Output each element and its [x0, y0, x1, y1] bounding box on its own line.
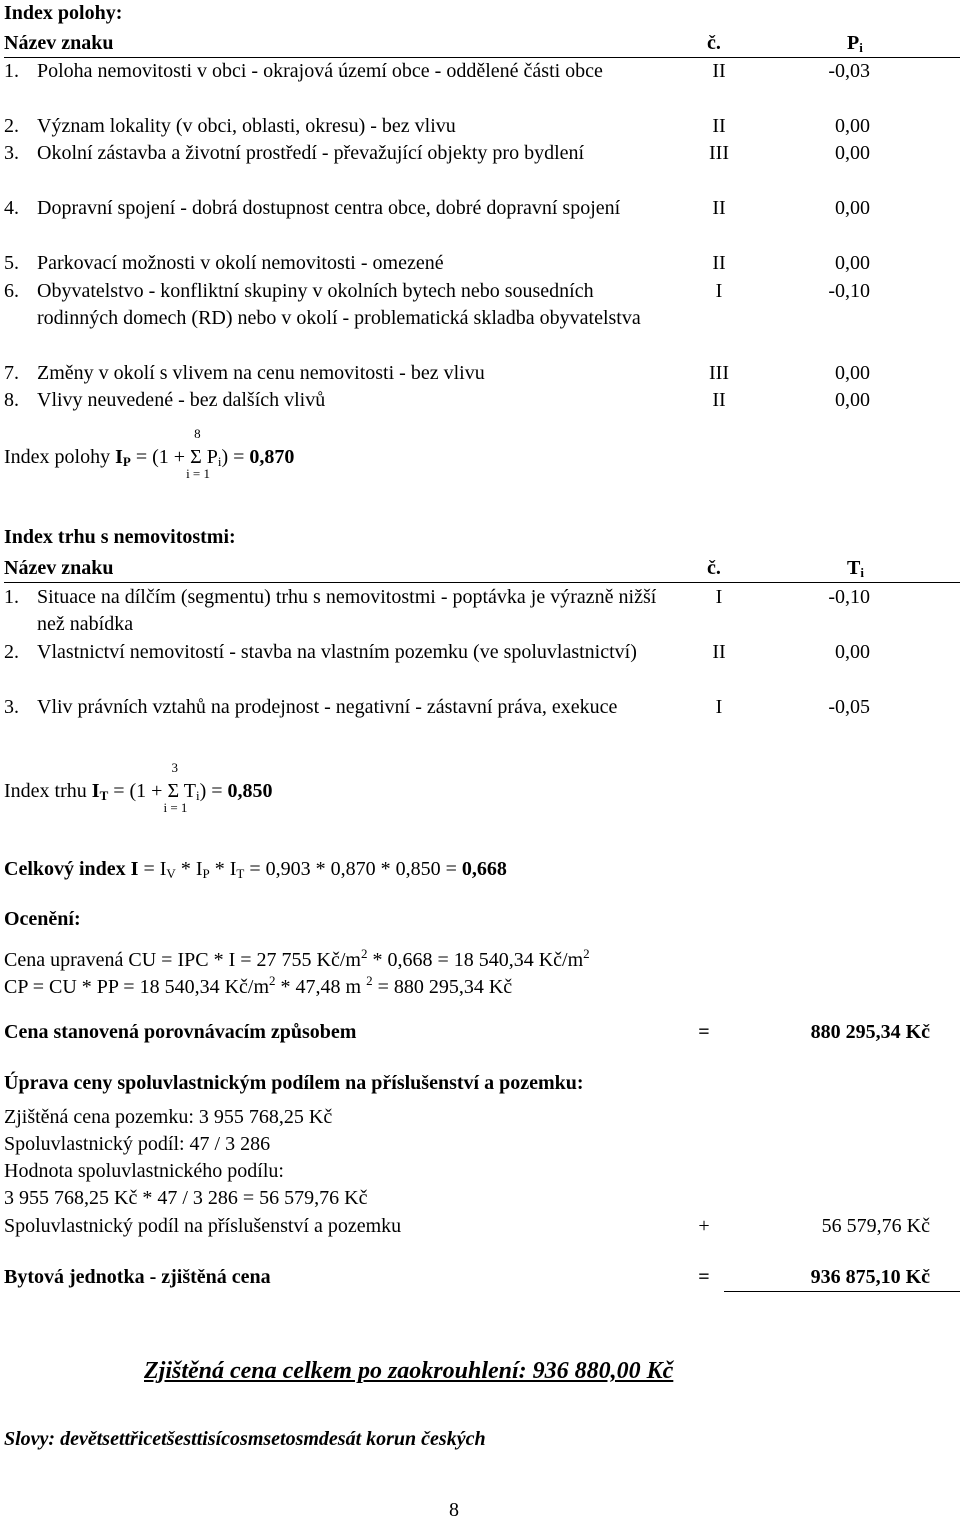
row-class: II: [712, 197, 726, 219]
row-value: -0,05: [828, 696, 870, 718]
row-class: I: [715, 586, 723, 608]
row-text: 4. Dopravní spojení - dobrá dostupnost centra obce, dobré dopravní spojení: [4, 197, 621, 219]
uprava-line-3: Hodnota spoluvlastnického podílu:: [4, 1160, 284, 1182]
row-value: 0,00: [835, 115, 870, 137]
uprava-line-2: Spoluvlastnický podíl: 47 / 3 286: [4, 1133, 271, 1155]
row-text: 2. Vlastnictví nemovitostí - stavba na vlastním pozemku (ve spoluvlastnictví): [4, 641, 637, 663]
cena-porovnavaci-line: Cena stanovená porovnávacím způsobem = 880 295,34 Kč: [4, 1021, 930, 1043]
row-class: III: [709, 362, 729, 384]
row-value: 0,00: [835, 252, 870, 274]
price-in-words: Slovy: devětsettřicetšesttisícosmsetosmdesát korun českých: [4, 1428, 486, 1450]
header-class: č.: [707, 32, 721, 54]
cena-upravena-line: Cena upravená CU = IPC * I = 27 755 $Kč/m^2 * 0,668 = 18$ 540,34 $Kč/m^2$: [4, 946, 590, 971]
row-text: 6. Obyvatelstvo - konfliktní skupiny v okolních bytech nebo sousedních rodinných domech (RD) nebo v okolí - problematická skladba obyvatelstva: [4, 280, 641, 329]
row-text: 8. Vlivy neuvedené - bez dalších vlivů: [4, 389, 326, 411]
row-text: 3. Vliv právních vztahů na prodejnost - negativní - zástavní práva, exekuce: [4, 696, 618, 718]
index-trhu-formula: Index trhu IT = (1 + 3 Σ i = 1 Ti) = 0,850: [4, 760, 273, 815]
row-value: 0,00: [835, 641, 870, 663]
header-name: Název znaku: [4, 557, 114, 579]
row-class: II: [712, 641, 726, 663]
row-value: -0,10: [828, 586, 870, 608]
row-class: II: [712, 115, 726, 137]
final-price: Zjištěná cena celkem po zaokrouhlení: 936 880,00 Kč: [144, 1358, 674, 1384]
uprava-title: Úprava ceny spoluvlastnickým podílem na příslušenství a pozemku:: [4, 1072, 584, 1094]
trhu-table-header: [4, 555, 960, 583]
spoluvlastnicky-podil-line: Spoluvlastnický podíl na příslušenství a pozemku + 56 579,76 Kč: [4, 1215, 930, 1237]
header-value: $P_i$: [847, 32, 863, 55]
row-class: III: [709, 142, 729, 164]
index-trhu-title: Index trhu s nemovitostmi:: [4, 526, 236, 548]
uprava-line-1: Zjištěná cena pozemku: 3 955 768,25 Kč: [4, 1106, 333, 1128]
header-value: $T_i$: [847, 557, 864, 580]
polohy-table-header: [4, 30, 960, 58]
header-name: Název znaku: [4, 32, 114, 54]
row-text: 5. Parkovací možnosti v okolí nemovitosti - omezené: [4, 252, 444, 274]
uprava-line-4: 3 955 768,25 Kč * 47 / 3 286 = 56 579,76 Kč: [4, 1187, 368, 1209]
celkovy-index: Celkový index I = IV * IP * IT = 0,903 * 0,870 * 0,850 = 0,668: [4, 858, 507, 881]
row-text: 1. Poloha nemovitosti v obci - okrajová území obce - oddělené části obce: [4, 60, 603, 82]
row-value: -0,10: [828, 280, 870, 302]
row-text: 7. Změny v okolí s vlivem na cenu nemovitosti - bez vlivu: [4, 362, 485, 384]
row-text: 2. Význam lokality (v obci, oblasti, okresu) - bez vlivu: [4, 115, 456, 137]
oceneni-title: Ocenění:: [4, 908, 81, 930]
row-value: 0,00: [835, 389, 870, 411]
row-class: I: [715, 280, 723, 302]
page-number: 8: [449, 1499, 459, 1521]
row-text: 3. Okolní zástavba a životní prostředí - převažující objekty pro bydlení: [4, 142, 585, 164]
row-value: 0,00: [835, 362, 870, 384]
row-class: II: [712, 389, 726, 411]
row-class: II: [712, 60, 726, 82]
index-polohy-formula: Index polohy IP = (1 + 8 Σ i = 1 Pi) = 0,870: [4, 426, 295, 481]
cp-line: CP = CU * PP = 18 540,34 $Kč/m^2 * 47,48$ m $^2$ = 880 295,34 Kč: [4, 973, 513, 998]
row-class: II: [712, 252, 726, 274]
row-text: 1. Situace na dílčím (segmentu) trhu s nemovitostmi - poptávka je výrazně nižší než nabídka: [4, 586, 657, 635]
row-class: I: [715, 696, 723, 718]
bytova-jednotka-line: Bytová jednotka - zjištěná cena = 936 875,10 Kč: [4, 1264, 960, 1291]
row-value: 0,00: [835, 142, 870, 164]
index-polohy-title: Index polohy:: [4, 2, 123, 24]
row-value: 0,00: [835, 197, 870, 219]
row-value: -0,03: [828, 60, 870, 82]
header-class: č.: [707, 557, 721, 579]
